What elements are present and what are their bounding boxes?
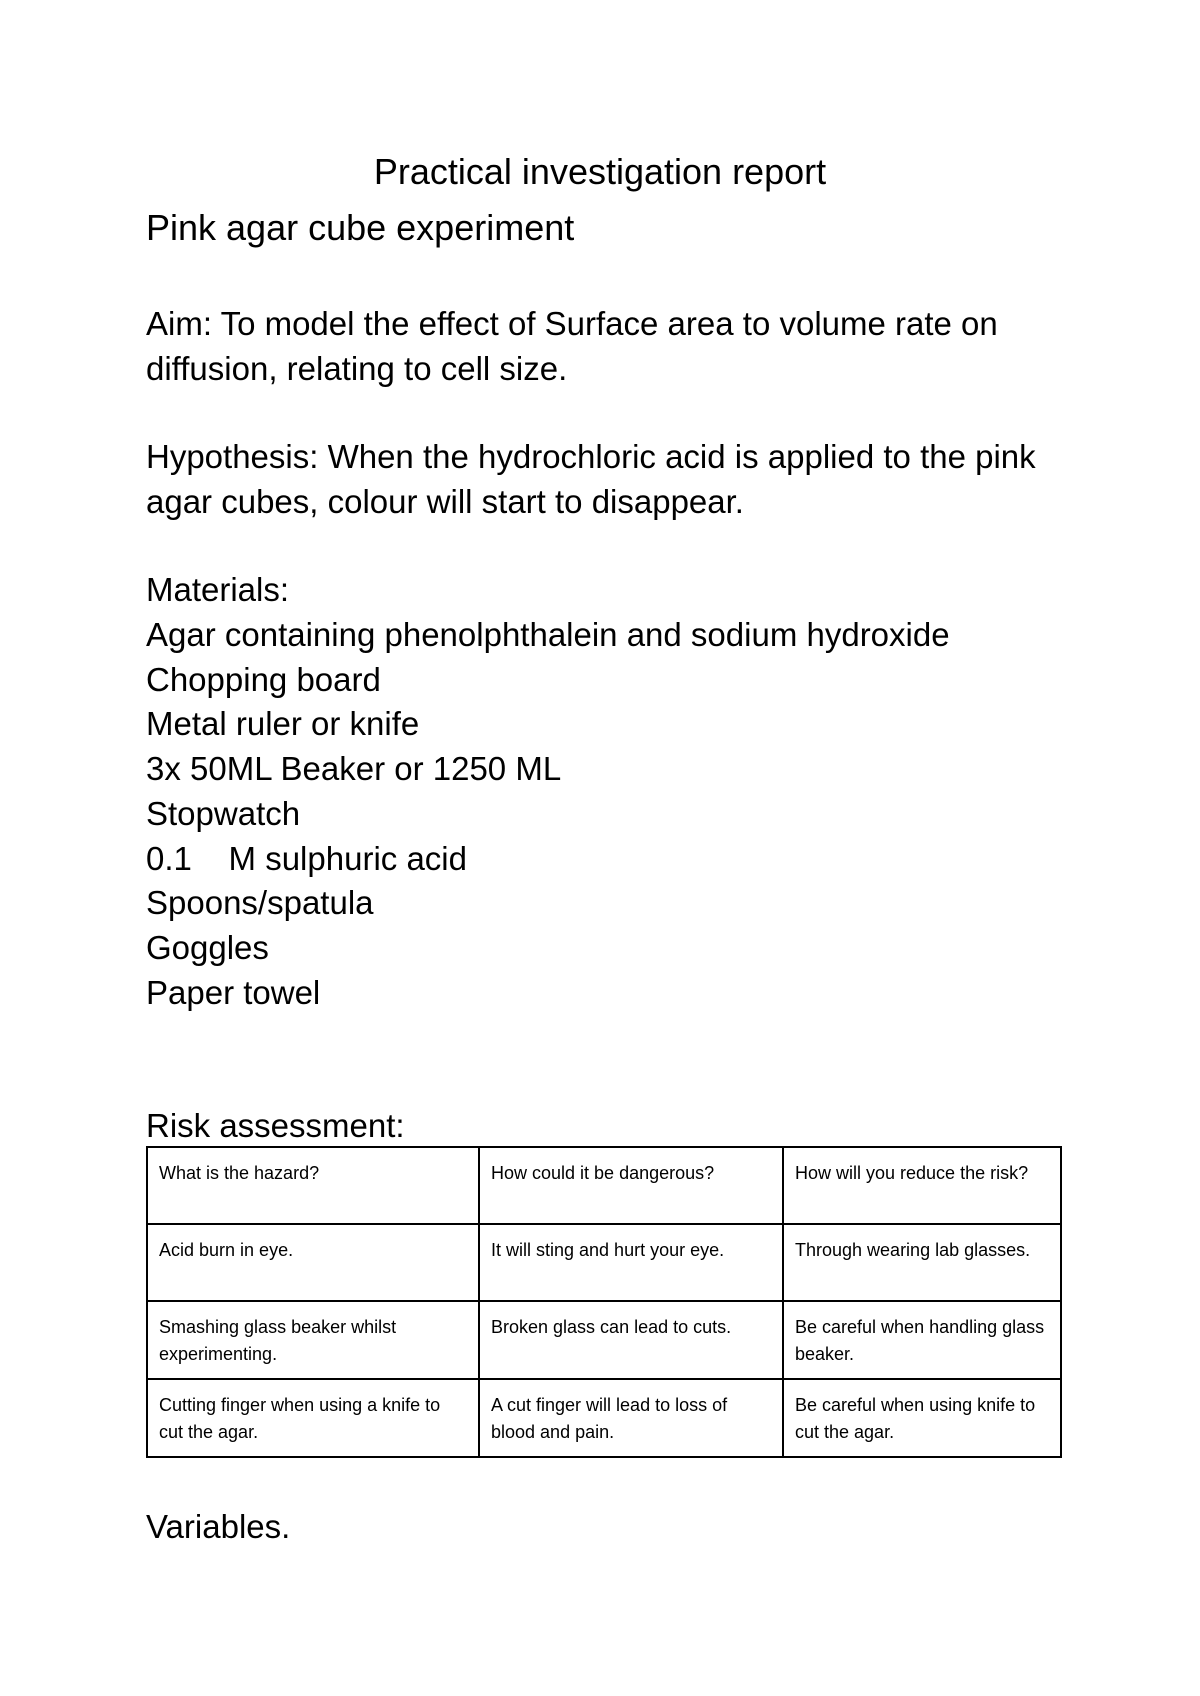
variables-heading: Variables.	[146, 1508, 291, 1545]
table-cell: Smashing glass beaker whilst experimenting.	[147, 1301, 479, 1379]
risk-assessment-heading: Risk assessment:	[146, 1107, 405, 1144]
table-header-cell: How will you reduce the risk?	[783, 1147, 1061, 1224]
materials-heading: Materials:	[146, 571, 290, 608]
materials-item: Goggles	[146, 929, 269, 966]
experiment-subtitle: Pink agar cube experiment	[146, 207, 575, 248]
table-cell: Be careful when handling glass beaker.	[783, 1301, 1061, 1379]
materials-item: Stopwatch	[146, 795, 301, 832]
aim-line-1: Aim: To model the effect of Surface area to volume rate on	[146, 305, 998, 342]
table-cell: Be careful when using knife to cut the agar.	[783, 1379, 1061, 1457]
materials-item: Metal ruler or knife	[146, 705, 420, 742]
table-cell: Cutting finger when using a knife to cut the agar.	[147, 1379, 479, 1457]
hypothesis-line-1: Hypothesis: When the hydrochloric acid is applied to the pink	[146, 438, 1036, 475]
table-cell: It will sting and hurt your eye.	[479, 1224, 783, 1301]
table-row	[147, 1224, 1061, 1301]
table-row	[147, 1379, 1061, 1457]
risk-assessment-table	[146, 1146, 1062, 1458]
table-cell: A cut finger will lead to loss of blood and pain.	[479, 1379, 783, 1457]
table-header-cell: How could it be dangerous?	[479, 1147, 783, 1224]
table-header-row	[147, 1147, 1061, 1224]
materials-item: 0.1 M sulphuric acid	[146, 840, 467, 877]
materials-item: Paper towel	[146, 974, 321, 1011]
materials-item: Spoons/spatula	[146, 884, 374, 921]
hypothesis-line-2: agar cubes, colour will start to disappear.	[146, 483, 744, 520]
table-row	[147, 1301, 1061, 1379]
table-header-cell: What is the hazard?	[147, 1147, 479, 1224]
table-cell: Acid burn in eye.	[147, 1224, 479, 1301]
aim-line-2: diffusion, relating to cell size.	[146, 350, 568, 387]
materials-item: Agar containing phenolphthalein and sodium hydroxide	[146, 616, 950, 653]
materials-item: 3x 50ML Beaker or 1250 ML	[146, 750, 562, 787]
materials-item: Chopping board	[146, 661, 381, 698]
table-cell: Broken glass can lead to cuts.	[479, 1301, 783, 1379]
page-title: Practical investigation report	[373, 151, 827, 192]
table-cell: Through wearing lab glasses.	[783, 1224, 1061, 1301]
